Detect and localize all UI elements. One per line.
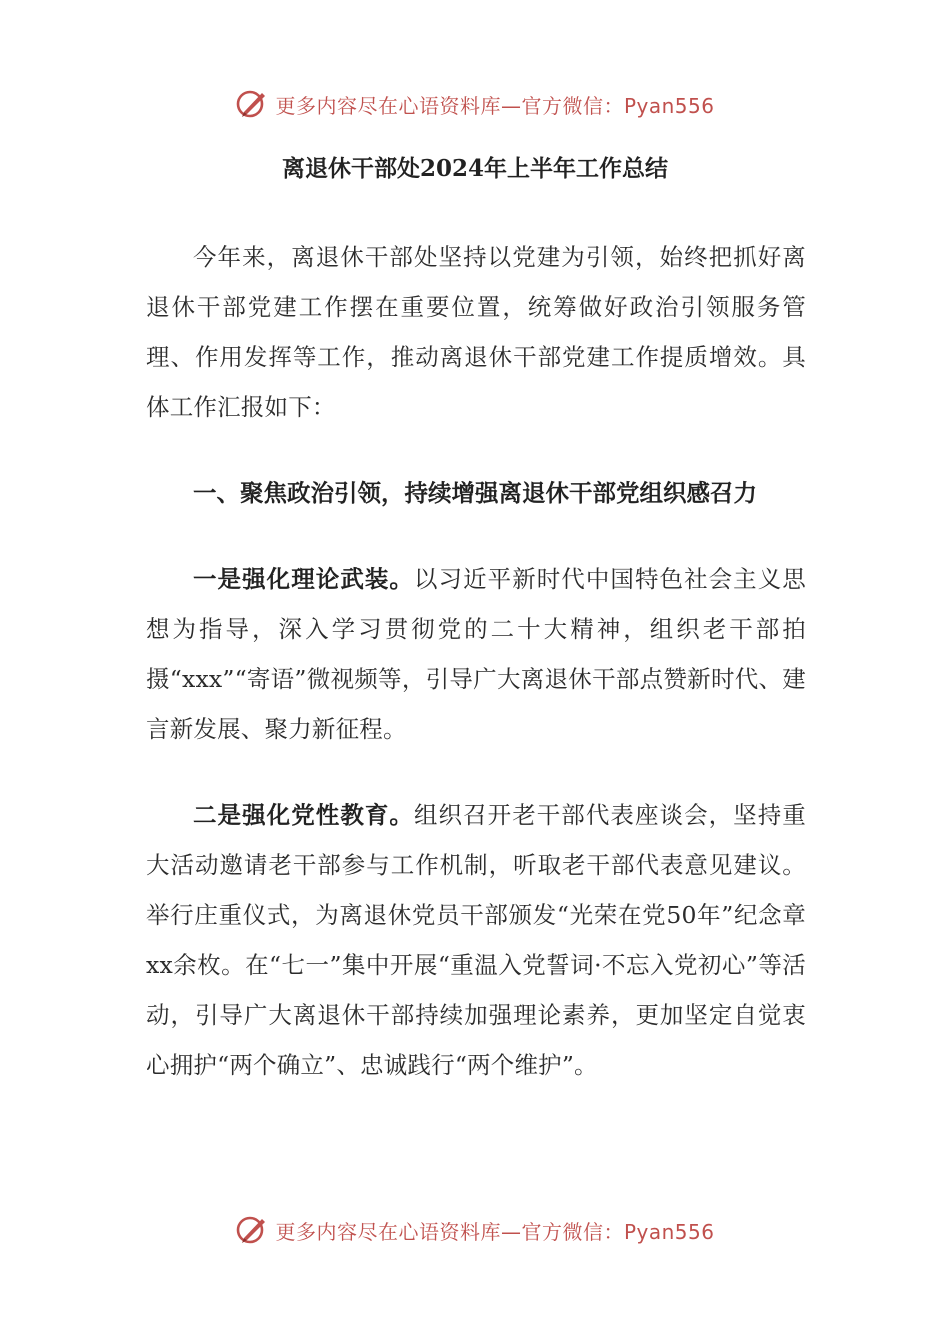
watermark-banner-top [0, 82, 950, 126]
item-lead-1: 一是强化理论武装。 [193, 565, 414, 593]
section-heading-1: 一、聚焦政治引领，持续增强离退休干部党组织感召力 [193, 479, 757, 507]
item-body-1: 以习近平新时代中国特色社会主义思想为指导，深入学习贯彻党的二十大精神，组织老干部拍摄“xxx”“寄语”微视频等，引导广大离退休干部点赞新时代、建言新发展、聚力新征程。 [146, 565, 806, 743]
item-paragraph-2 [146, 790, 806, 1090]
document-body [146, 232, 806, 1090]
intro-paragraph: 今年来，离退休干部处坚持以党建为引领，始终把抓好离退休干部党建工作摆在重要位置，统筹做好政治引领服务管理、作用发挥等工作，推动离退休干部党建工作提质增效。具体工作汇报如下： [146, 243, 806, 421]
watermark-text: 更多内容尽在心语资料库—官方微信：Pyan556 [275, 1219, 715, 1244]
watermark-text: 更多内容尽在心语资料库—官方微信：Pyan556 [275, 93, 715, 118]
page-title: 离退休干部处2024年上半年工作总结 [281, 155, 668, 182]
item-body-2: 组织召开老干部代表座谈会，坚持重大活动邀请老干部参与工作机制，听取老干部代表意见建议。举行庄重仪式，为离退休党员干部颁发“光荣在党50年”纪念章xx余枚。在“七一”集中开展“重温入党誓词·不忘入党初心”等活动，引导广大离退休干部持续加强理论素养，更加坚定自觉衷心拥护“两个确立”、忠诚践行“两个维护”。 [146, 801, 806, 1079]
watermark-banner-bottom [0, 1208, 950, 1252]
pen-logo-icon [235, 87, 269, 121]
pen-logo-icon [235, 1213, 269, 1247]
item-paragraph-1 [146, 554, 806, 754]
item-lead-2: 二是强化党性教育。 [193, 801, 414, 829]
